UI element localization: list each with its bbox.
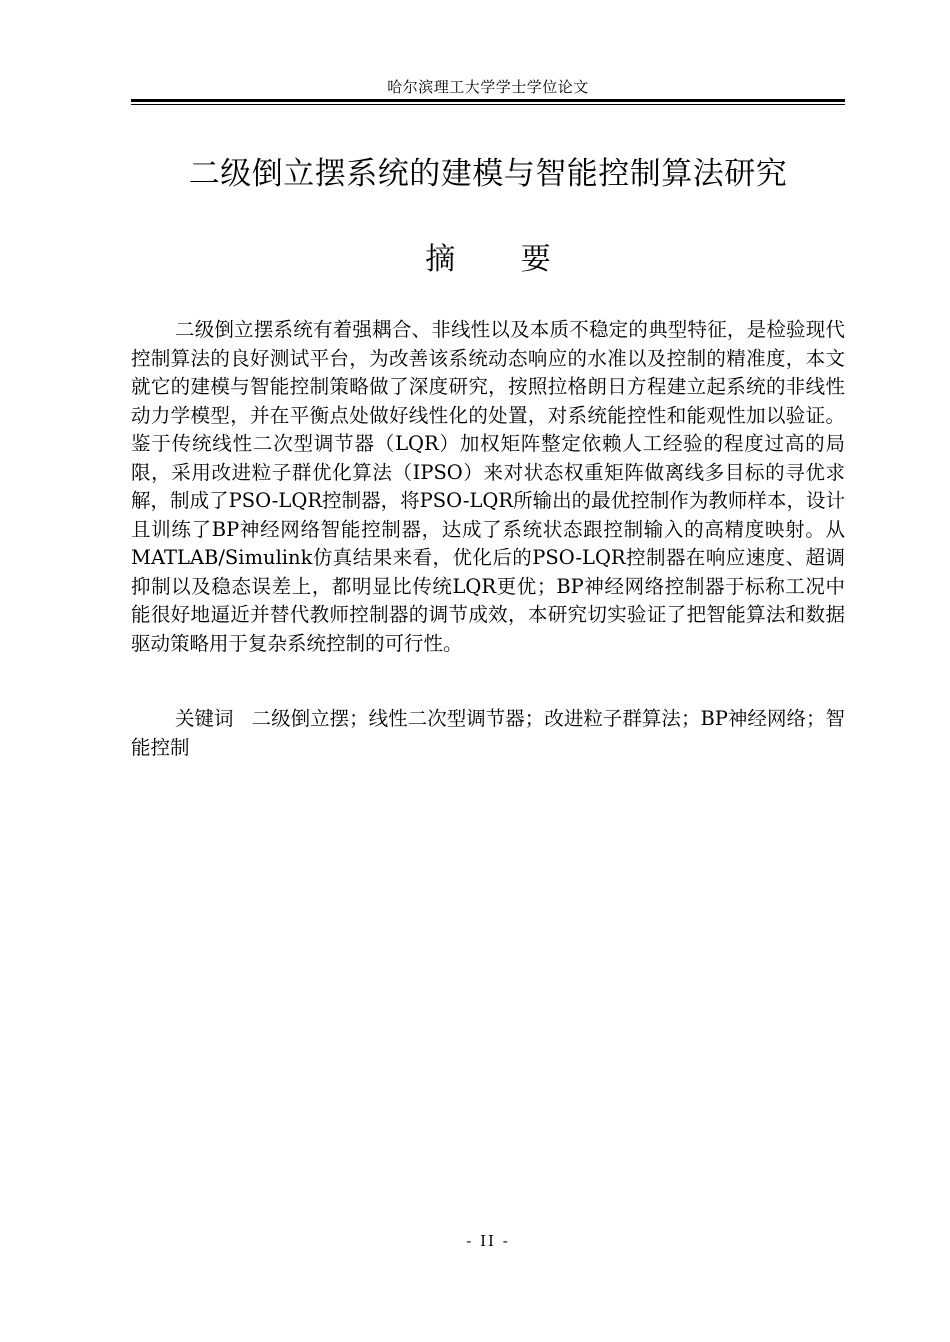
header-rule-thick [131,99,845,102]
keywords-label: 关键词 [175,707,234,730]
keywords-paragraph [131,705,845,762]
abstract-heading: 摘 要 [425,242,579,277]
running-header: 哈尔滨理工大学学士学位论文 [387,78,589,96]
header-rule-thin [131,104,845,105]
abstract-body: 二级倒立摆系统有着强耦合、非线性以及本质不稳定的典型特征，是检验现代控制算法的良好测试平台，为改善该系统动态响应的水准以及控制的精准度，本文就它的建模与智能控制策略做了深度研究，按照拉格朗日方程建立起系统的非线性动力学模型，并在平衡点处做好线性化的处置，对系统能控性和能观性加以验证。鉴于传统线性二次型调节器（LQR）加权矩阵整定依赖人工经验的程度过高的局限，采用改进粒子群优化算法（IPSO）来对状态权重矩阵做离线多目标的寻优求解，制成了PSO-LQR控制器，将PSO-LQR所输出的最优控制作为教师样本，设计且训练了BP神经网络智能控制器，达成了系统状态跟控制输入的高精度映射。从MATLAB/Simulink仿真结果来看，优化后的PSO-LQR控制器在响应速度、超调抑制以及稳态误差上，都明显比传统LQR更优；BP神经网络控制器于标称工况中能很好地逼近并替代教师控制器的调节成效，本研究切实验证了把智能算法和数据驱动策略用于复杂系统控制的可行性。 [131,318,845,655]
keywords-text: 二级倒立摆；线性二次型调节器；改进粒子群算法；BP神经网络；智能控制 [131,707,845,759]
page-number: - II - [466,1232,510,1250]
thesis-title: 二级倒立摆系统的建模与智能控制算法研究 [188,156,788,192]
